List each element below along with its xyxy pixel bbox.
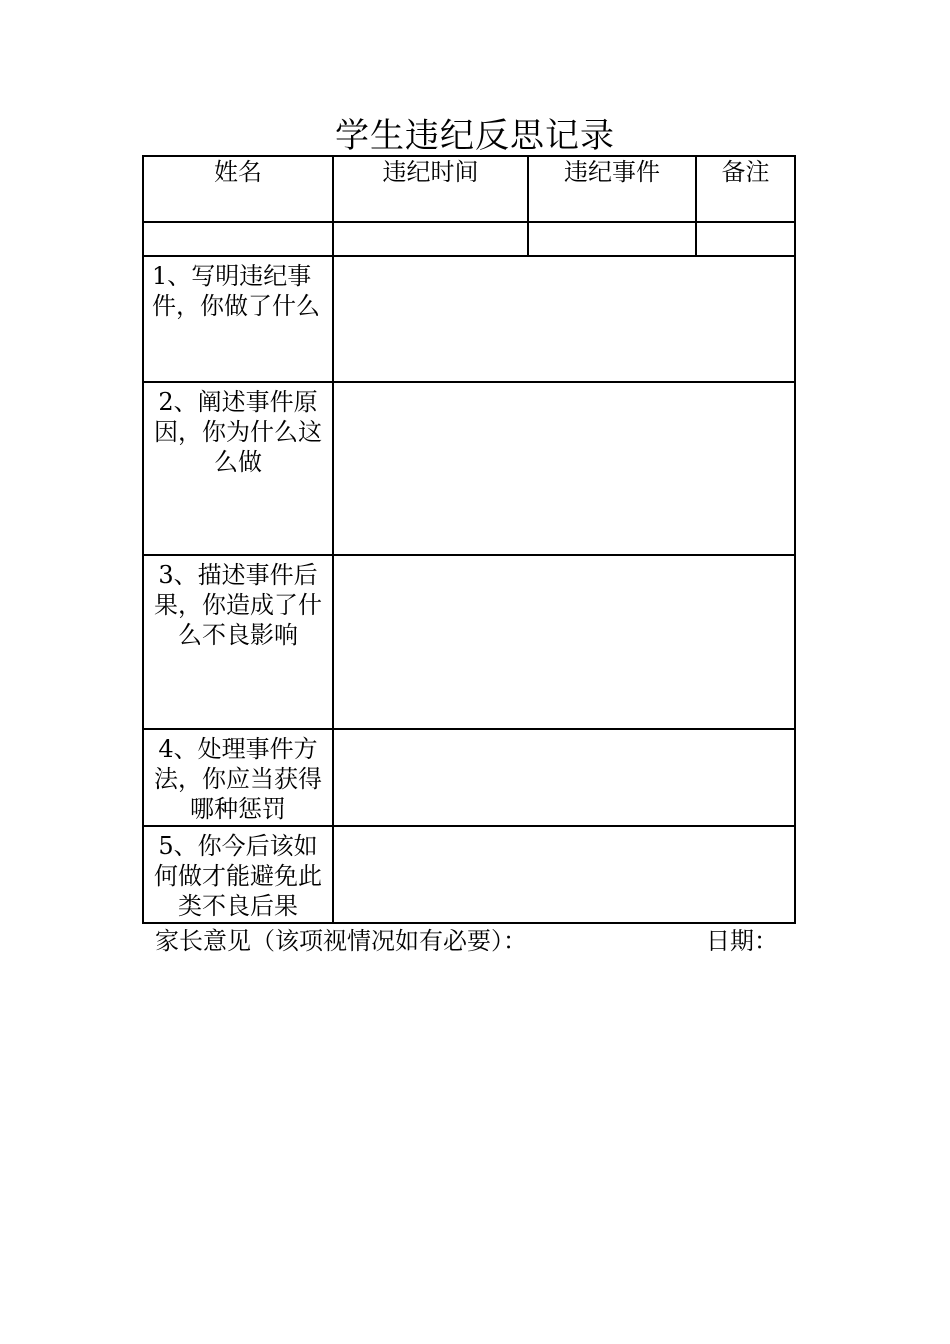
form-title: 学生违纪反思记录 [335,116,615,156]
answer-field-1[interactable] [333,256,795,382]
header-row [143,156,795,222]
event-field[interactable] [528,222,696,256]
name-field[interactable] [143,222,333,256]
parent-opinion-label: 家长意见（该项视情况如有必要）： [155,927,527,955]
question-row-5 [143,826,795,923]
header-name: 姓名 [143,156,333,222]
question-row-3 [143,555,795,729]
question-row-4 [143,729,795,826]
reflection-form-table [142,155,796,924]
info-entry-row [143,222,795,256]
question-row-2 [143,382,795,555]
question-label-5: 5、你今后该如何做才能避免此类不良后果 [143,826,333,923]
header-event: 违纪事件 [528,156,696,222]
time-field[interactable] [333,222,528,256]
question-row-1 [143,256,795,382]
answer-field-4[interactable] [333,729,795,826]
question-label-1: 1、写明违纪事件，你做了什么 [143,256,333,382]
question-label-2: 2、阐述事件原因，你为什么这么做 [143,382,333,555]
answer-field-5[interactable] [333,826,795,923]
remark-field[interactable] [696,222,795,256]
answer-field-3[interactable] [333,555,795,729]
question-label-3: 3、描述事件后果，你造成了什么不良影响 [143,555,333,729]
header-remark: 备注 [696,156,795,222]
answer-field-2[interactable] [333,382,795,555]
question-label-4: 4、处理事件方法，你应当获得哪种惩罚 [143,729,333,826]
date-label: 日期： [706,927,778,955]
header-time: 违纪时间 [333,156,528,222]
